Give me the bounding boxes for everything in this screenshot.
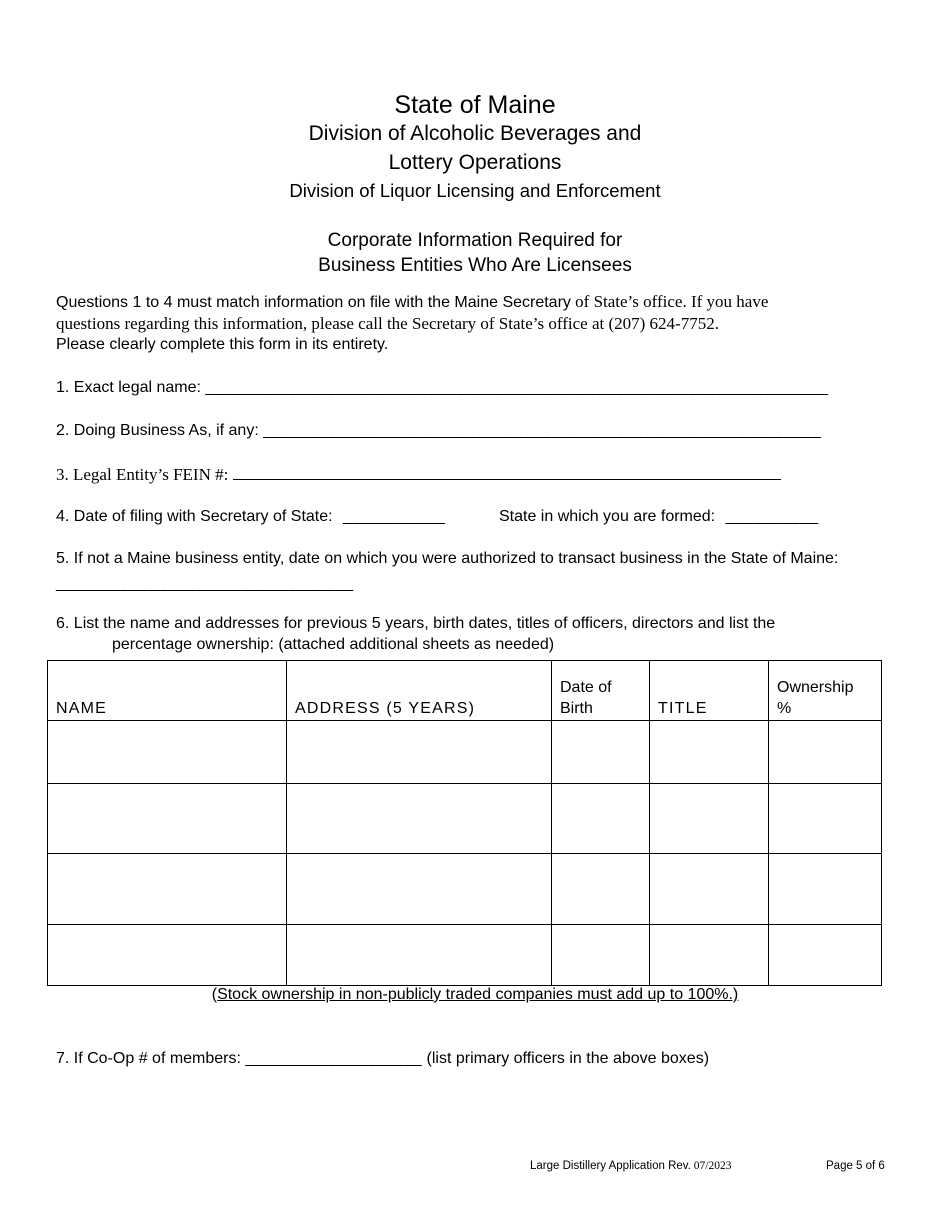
name-cell[interactable] — [48, 925, 287, 986]
title-cell[interactable] — [650, 925, 769, 986]
footer-page-number: Page 5 of 6 — [826, 1160, 885, 1172]
column-header-dob — [552, 661, 650, 721]
question-4 — [56, 508, 445, 526]
authorization-date-field[interactable]: ________________________________ — [56, 575, 354, 592]
question-2-label: 2. Doing Business As, if any: — [56, 422, 259, 439]
intro-line3: Please clearly complete this form in its entirety. — [56, 336, 389, 353]
dob-cell[interactable] — [552, 854, 650, 925]
title-cell[interactable] — [650, 721, 769, 784]
footer-revision-date: 07/2023 — [690, 1160, 732, 1172]
dba-field[interactable]: ____________________________________________________________ — [263, 422, 822, 439]
question-6-line2: percentage ownership: (attached additional sheets as needed) — [112, 636, 555, 653]
form-title-line2: Business Entities Who Are Licensees — [318, 255, 632, 276]
intro-line1-serif: of State’s office. If you have — [570, 292, 769, 311]
table-row — [48, 854, 882, 925]
intro-line1-sans: Questions 1 to 4 must match information on file with the Maine Secretary — [56, 294, 571, 311]
question-4b-label: State in which you are formed: — [499, 508, 716, 525]
coop-members-field[interactable]: ___________________ — [245, 1050, 423, 1067]
question-3-label: 3. Legal Entity’s FEIN #: — [56, 465, 229, 484]
column-header-name: NAME — [48, 661, 287, 721]
column-header-address: ADDRESS (5 YEARS) — [287, 661, 552, 721]
column-header-ownership — [769, 661, 882, 721]
subdivision-title: Division of Liquor Licensing and Enforcement — [289, 180, 661, 201]
name-cell[interactable] — [48, 721, 287, 784]
question-4b — [499, 508, 819, 526]
formation-state-field[interactable]: __________ — [725, 508, 819, 525]
column-header-title: TITLE — [650, 661, 769, 721]
stock-ownership-note-paren: ( — [211, 986, 218, 1003]
address-cell[interactable] — [287, 854, 552, 925]
legal-name-field[interactable]: ___________________________________________________________________ — [205, 379, 829, 396]
form-title-line1: Corporate Information Required for — [327, 230, 623, 251]
division-title-line1: Division of Alcoholic Beverages and — [308, 122, 642, 145]
address-cell[interactable] — [287, 721, 552, 784]
question-7-label: 7. If Co-Op # of members: — [56, 1050, 241, 1067]
dob-cell[interactable] — [552, 784, 650, 854]
intro-line2: questions regarding this information, please call the Secretary of State’s office at (207) 624-7752. — [56, 314, 719, 333]
ownership-cell[interactable] — [769, 854, 882, 925]
intro-line1 — [56, 292, 768, 312]
name-cell[interactable] — [48, 854, 287, 925]
question-2 — [56, 422, 821, 440]
title-cell[interactable] — [650, 854, 769, 925]
stock-ownership-note — [0, 986, 950, 1004]
question-3 — [56, 465, 781, 485]
column-header-ownership-line2: % — [777, 700, 792, 717]
question-7-hint: (list primary officers in the above boxes) — [426, 1050, 710, 1067]
question-5-label: 5. If not a Maine business entity, date on which you were authorized to transact business in the State of Maine: — [56, 550, 839, 567]
question-1-label: 1. Exact legal name: — [56, 379, 201, 396]
question-6-line1: 6. List the name and addresses for previous 5 years, birth dates, titles of officers, directors and list the — [56, 615, 776, 632]
table-header-row — [48, 661, 882, 721]
dob-cell[interactable] — [552, 925, 650, 986]
question-7 — [56, 1050, 709, 1068]
fein-field[interactable] — [233, 465, 781, 480]
ownership-table — [47, 660, 882, 986]
ownership-cell[interactable] — [769, 925, 882, 986]
division-title-line2: Lottery Operations — [388, 151, 562, 174]
column-header-dob-line2: Birth — [560, 700, 593, 717]
column-header-ownership-line1: Ownership — [777, 679, 854, 696]
table-row — [48, 721, 882, 784]
state-title: State of Maine — [394, 91, 556, 119]
column-header-dob-line1: Date of — [560, 679, 612, 696]
question-4-label: 4. Date of filing with Secretary of State: — [56, 508, 333, 525]
ownership-cell[interactable] — [769, 721, 882, 784]
footer-application-rev — [530, 1160, 731, 1172]
address-cell[interactable] — [287, 925, 552, 986]
stock-ownership-note-text: Stock ownership in non-publicly traded companies must add up to 100%.) — [217, 986, 739, 1003]
table-row — [48, 784, 882, 854]
filing-date-field[interactable]: ___________ — [343, 508, 446, 525]
name-cell[interactable] — [48, 784, 287, 854]
question-1 — [56, 379, 828, 397]
ownership-cell[interactable] — [769, 784, 882, 854]
address-cell[interactable] — [287, 784, 552, 854]
dob-cell[interactable] — [552, 721, 650, 784]
table-row — [48, 925, 882, 986]
footer-application-label: Large Distillery Application Rev. — [530, 1160, 691, 1172]
title-cell[interactable] — [650, 784, 769, 854]
